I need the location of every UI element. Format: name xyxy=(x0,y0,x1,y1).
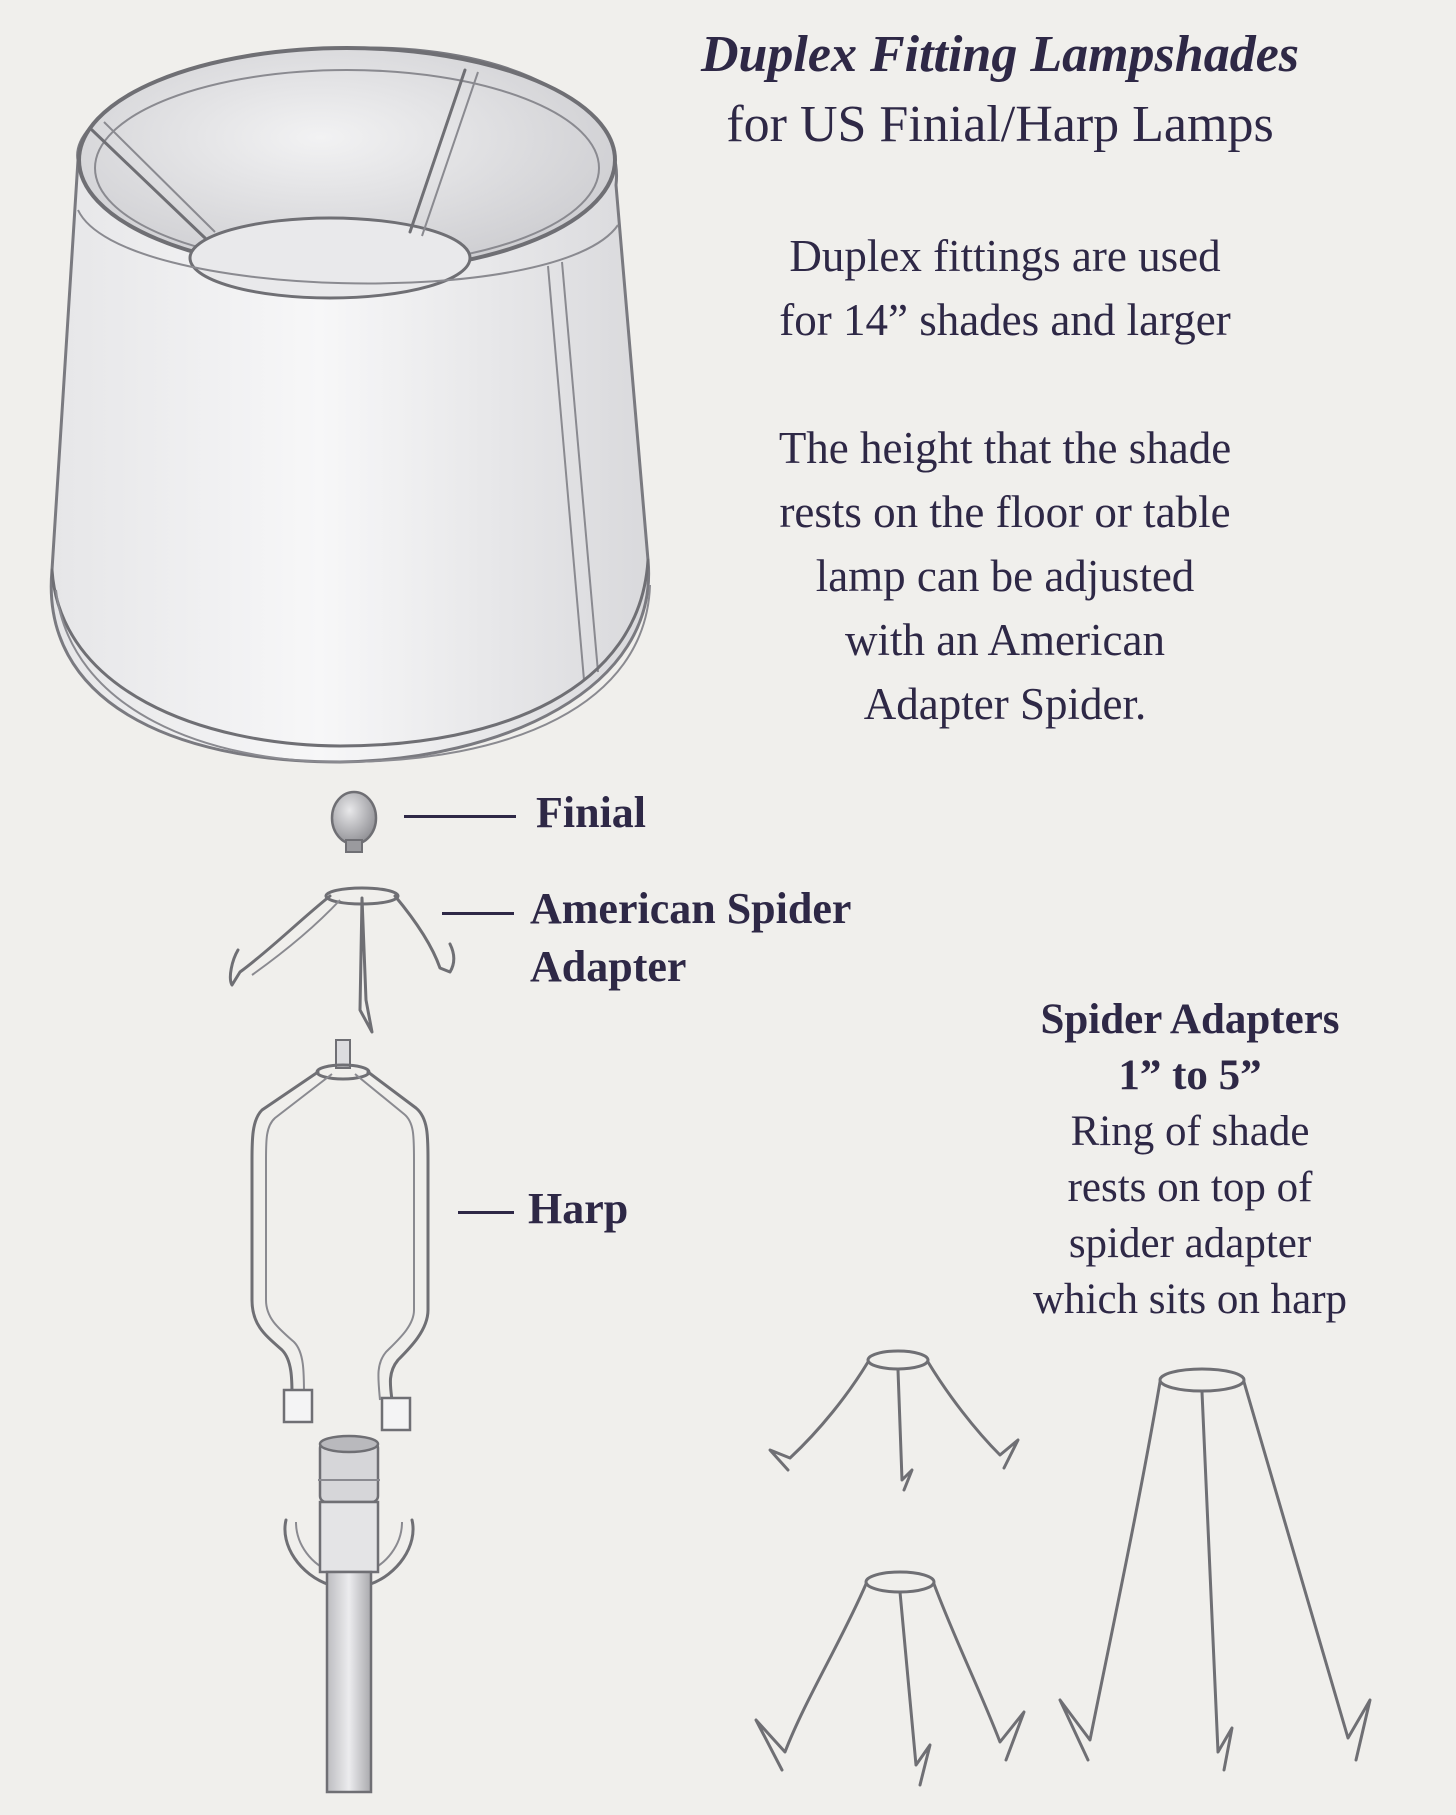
medium-spider-drawing xyxy=(756,1572,1024,1785)
harp-leader-line xyxy=(458,1211,514,1214)
description-line: with an American xyxy=(845,615,1165,665)
american-spider-drawing xyxy=(230,888,453,1032)
label-line: Adapter xyxy=(530,942,687,991)
description-line: rests on the floor or table xyxy=(779,487,1231,537)
spider-note-line: which sits on harp xyxy=(1032,1276,1348,1323)
large-spider-drawing xyxy=(1060,1369,1370,1770)
american-spider-label xyxy=(530,880,851,996)
spider-note-line: spider adapter xyxy=(1068,1220,1312,1267)
harp-drawing xyxy=(252,1040,428,1430)
description-line: Duplex fittings are used xyxy=(789,231,1221,281)
description-line: for 14” shades and larger xyxy=(779,295,1231,345)
finial-leader-line xyxy=(404,815,516,818)
finial-drawing xyxy=(332,792,376,852)
description-line: The height that the shade xyxy=(778,423,1232,473)
label-line: American Spider xyxy=(530,884,852,933)
lamp-stem-drawing xyxy=(285,1436,413,1792)
description-line: Adapter Spider. xyxy=(863,679,1147,729)
small-spider-drawing xyxy=(770,1351,1018,1490)
spider-note-range: 1” to 5” xyxy=(1118,1052,1262,1099)
spider-note-line: Ring of shade xyxy=(1070,1108,1310,1155)
spider-adapters-note xyxy=(980,992,1400,1328)
spider-leader-line xyxy=(442,912,514,915)
finial-label: Finial xyxy=(536,788,647,837)
harp-label: Harp xyxy=(528,1184,629,1233)
description-height-adjust xyxy=(640,416,1370,736)
page-title: Duplex Fitting Lampshades xyxy=(700,26,1300,83)
spider-note-line: rests on top of xyxy=(1067,1164,1313,1211)
spider-note-heading: Spider Adapters xyxy=(1040,996,1340,1043)
description-fitting-size xyxy=(640,224,1370,352)
page-subtitle: for US Finial/Harp Lamps xyxy=(726,96,1274,153)
description-line: lamp can be adjusted xyxy=(815,551,1195,601)
